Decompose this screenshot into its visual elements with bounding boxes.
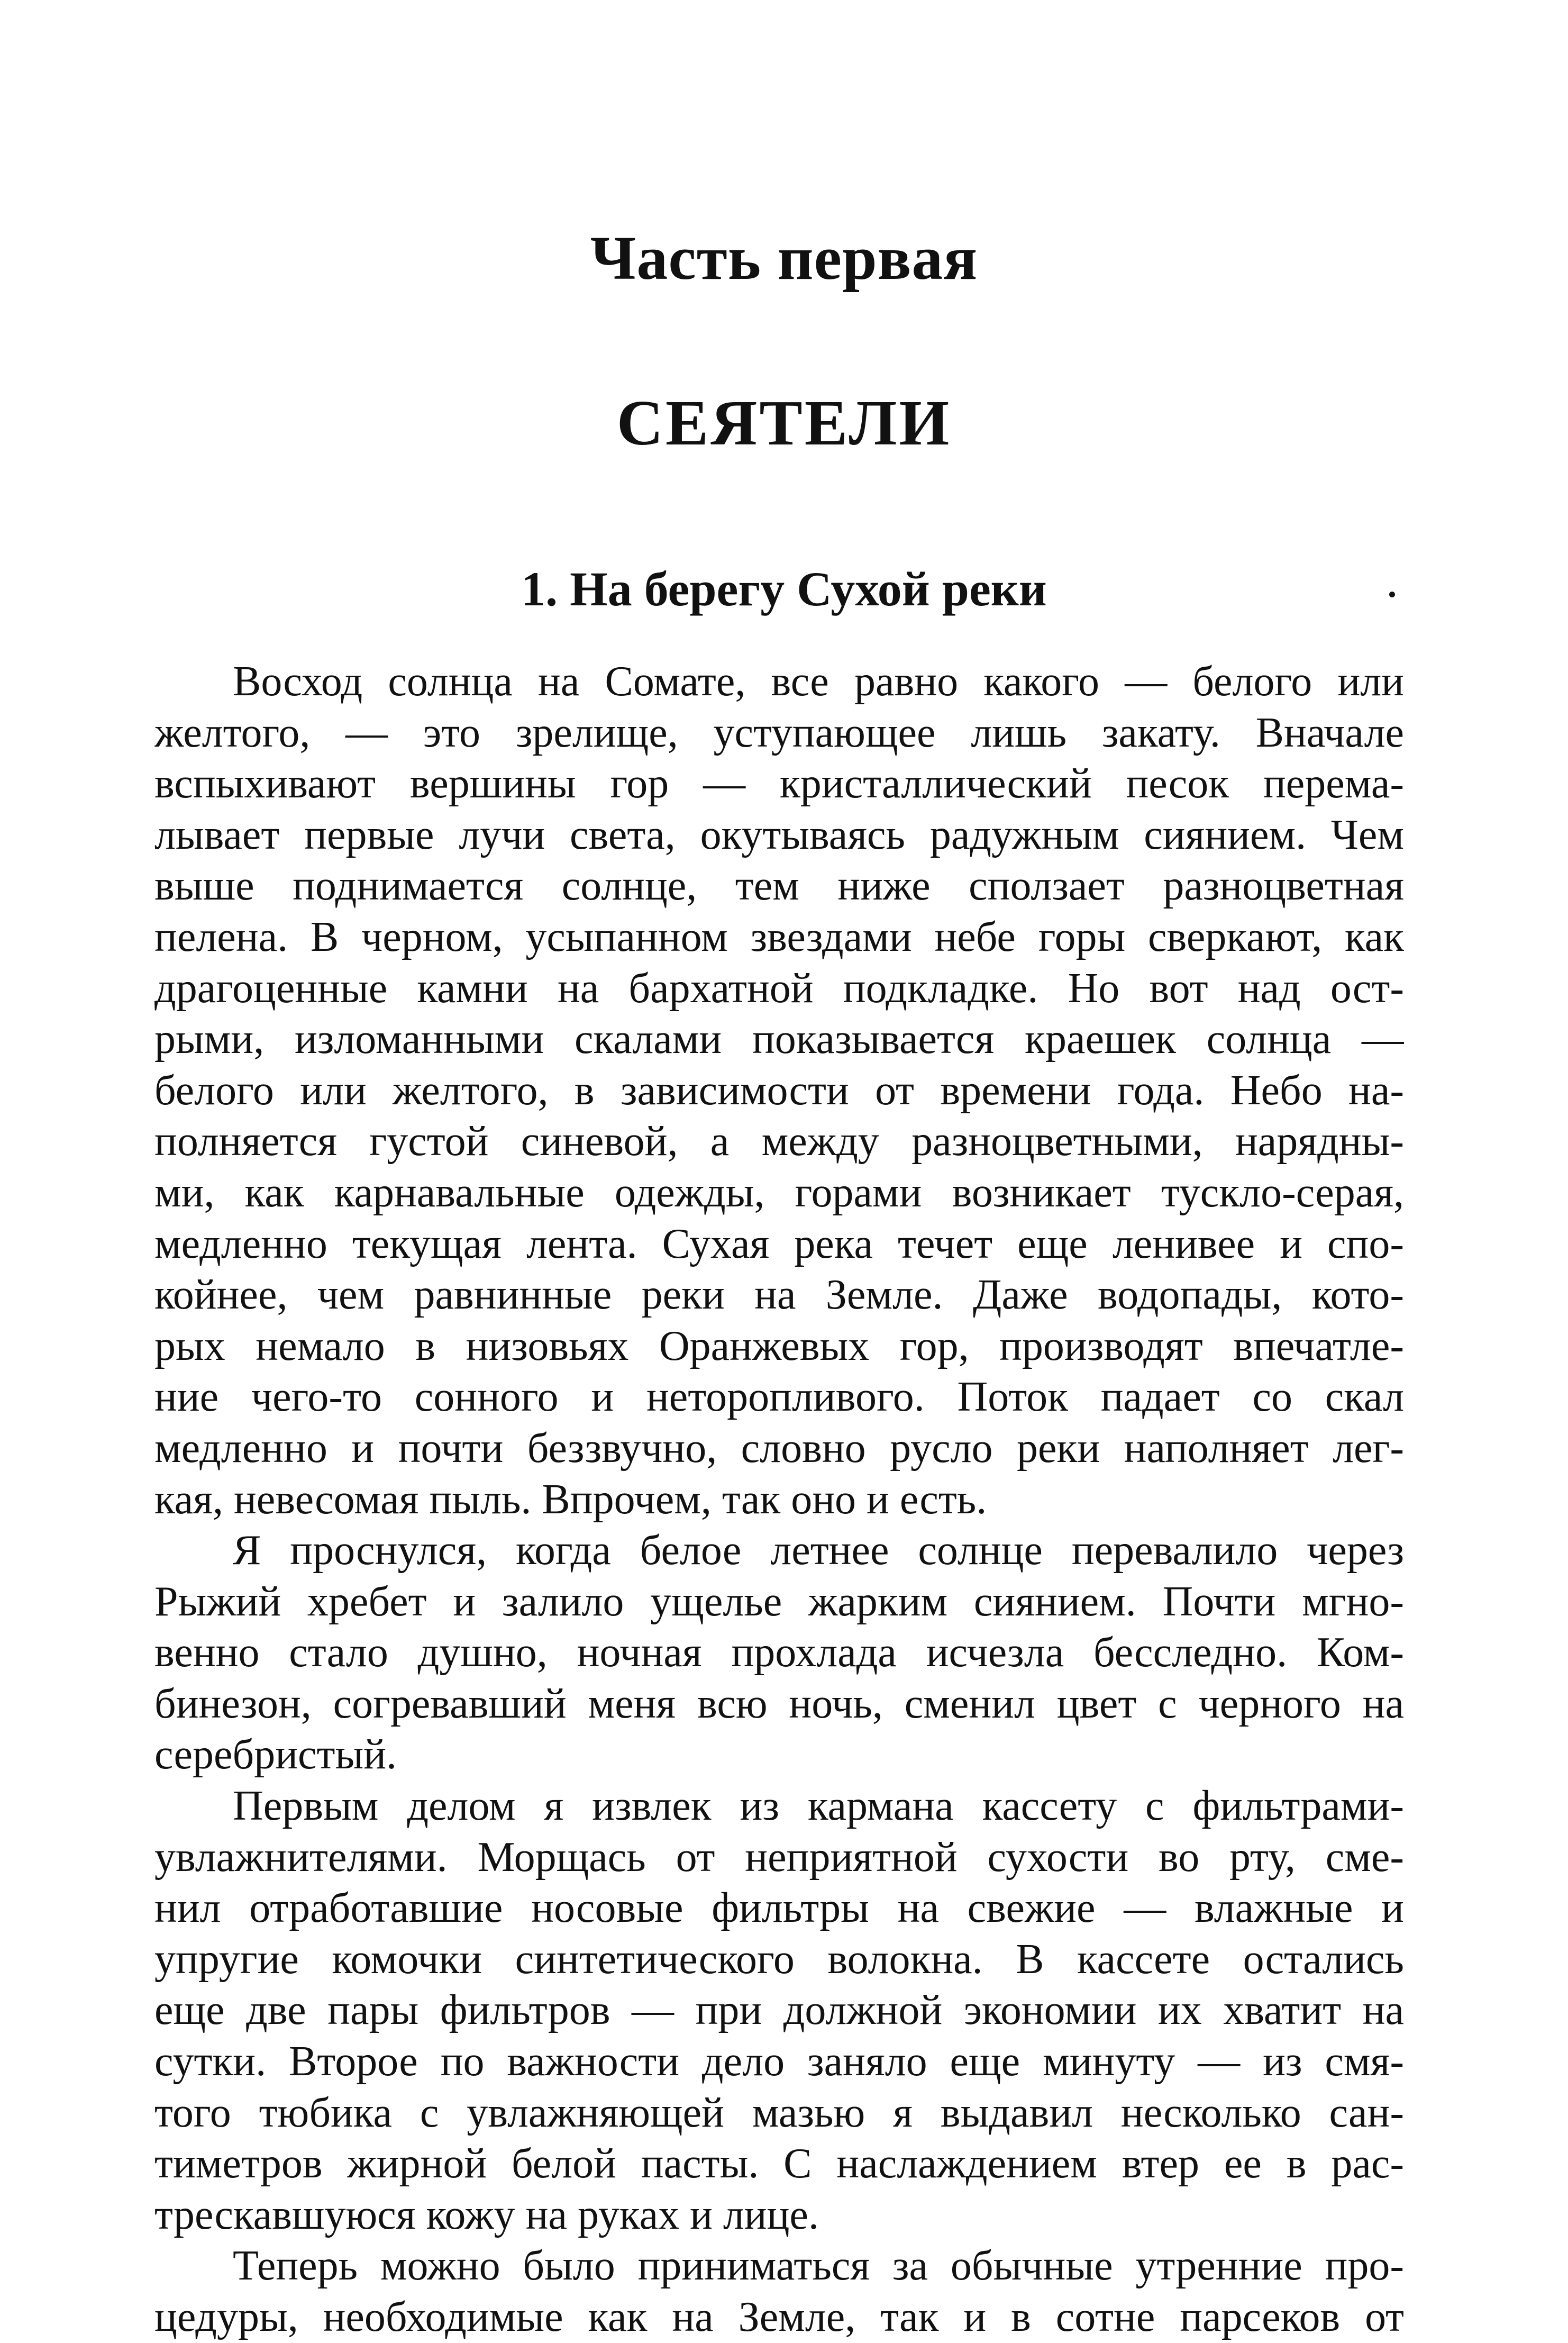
text-line: сутки. Второе по важности дело заняло еще минуту — из смя- [154,2038,1404,2085]
print-speck [1389,592,1395,597]
text-line: драгоценные камни на бархатной подкладке. Но вот над ост- [154,965,1404,1012]
part-name: СЕЯТЕЛИ [616,387,952,459]
text-line: еще две пары фильтров — при должной экономии их хватит на [154,1987,1404,2034]
text-line: лывает первые лучи света, окутываясь радужным сиянием. Чем [154,811,1404,858]
text-line: тиметров жирной белой пасты. С наслаждением втер ее в рас- [154,2140,1404,2187]
text-line: желтого, — это зрелище, уступающее лишь закату. Вначале [154,709,1404,756]
body-text [154,656,1404,2343]
text-line: венно стало душно, ночная прохлада исчезла бесследно. Ком- [154,1629,1404,1676]
text-line: медленно и почти беззвучно, словно русло реки наполняет лег- [154,1424,1404,1472]
chapter-title: 1. На берегу Сухой реки [521,562,1047,616]
text-line: серебристый. [154,1731,397,1778]
text-line: того тюбика с увлажняющей мазью я выдавил несколько сан- [154,2089,1404,2136]
text-line: Восход солнца на Сомате, все равно какого — белого или [233,658,1404,705]
text-line: Первым делом я извлек из кармана кассету с фильтрами- [233,1783,1404,1830]
text-line: ми, как карнавальные одежды, горами возникает тускло-серая, [154,1169,1404,1216]
text-line: ние чего-то сонного и неторопливого. Поток падает со скал [154,1374,1404,1421]
text-line: бинезон, согревавший меня всю ночь, сменил цвет с черного на [154,1680,1404,1727]
part-title: Часть первая [590,223,978,293]
text-line: койнее, чем равнинные реки на Земле. Даже водопады, кото- [154,1272,1404,1319]
text-line: рыми, изломанными скалами показывается краешек солнца — [154,1016,1404,1063]
text-line: рых немало в низовьях Оранжевых гор, производят впечатле- [154,1322,1404,1369]
text-line: Рыжий хребет и залило ущелье жарким сиянием. Почти мгно- [154,1578,1404,1625]
text-line: Теперь можно было приниматься за обычные утренние про- [233,2242,1404,2290]
text-line: трескавшуюся кожу на руках и лице. [154,2191,819,2238]
text-line: выше поднимается солнце, тем ниже сползает разноцветная [154,862,1404,910]
text-line: цедуры, необходимые как на Земле, так и в сотне парсеков от [154,2294,1404,2340]
text-line: упругие комочки синтетического волокна. В кассете остались [154,1936,1404,1983]
text-line: Я проснулся, когда белое летнее солнце перевалило через [233,1527,1404,1574]
text-line: полняется густой синевой, а между разноцветными, нарядны- [154,1118,1404,1165]
text-line: увлажнителями. Морщась от неприятной сухости во рту, сме- [154,1833,1404,1881]
text-line: кая, невесомая пыль. Впрочем, так оно и есть. [154,1476,987,1523]
text-line: нил отработавшие носовые фильтры на свежие — влажные и [154,1885,1404,1932]
text-line: вспыхивают вершины гор — кристаллический песок перема- [154,760,1404,807]
text-line: медленно текущая лента. Сухая река течет еще ленивее и спо- [154,1220,1404,1267]
text-line: белого или желтого, в зависимости от времени года. Небо на- [154,1067,1404,1114]
text-line: пелена. В черном, усыпанном звездами небе горы сверкают, как [154,913,1404,960]
